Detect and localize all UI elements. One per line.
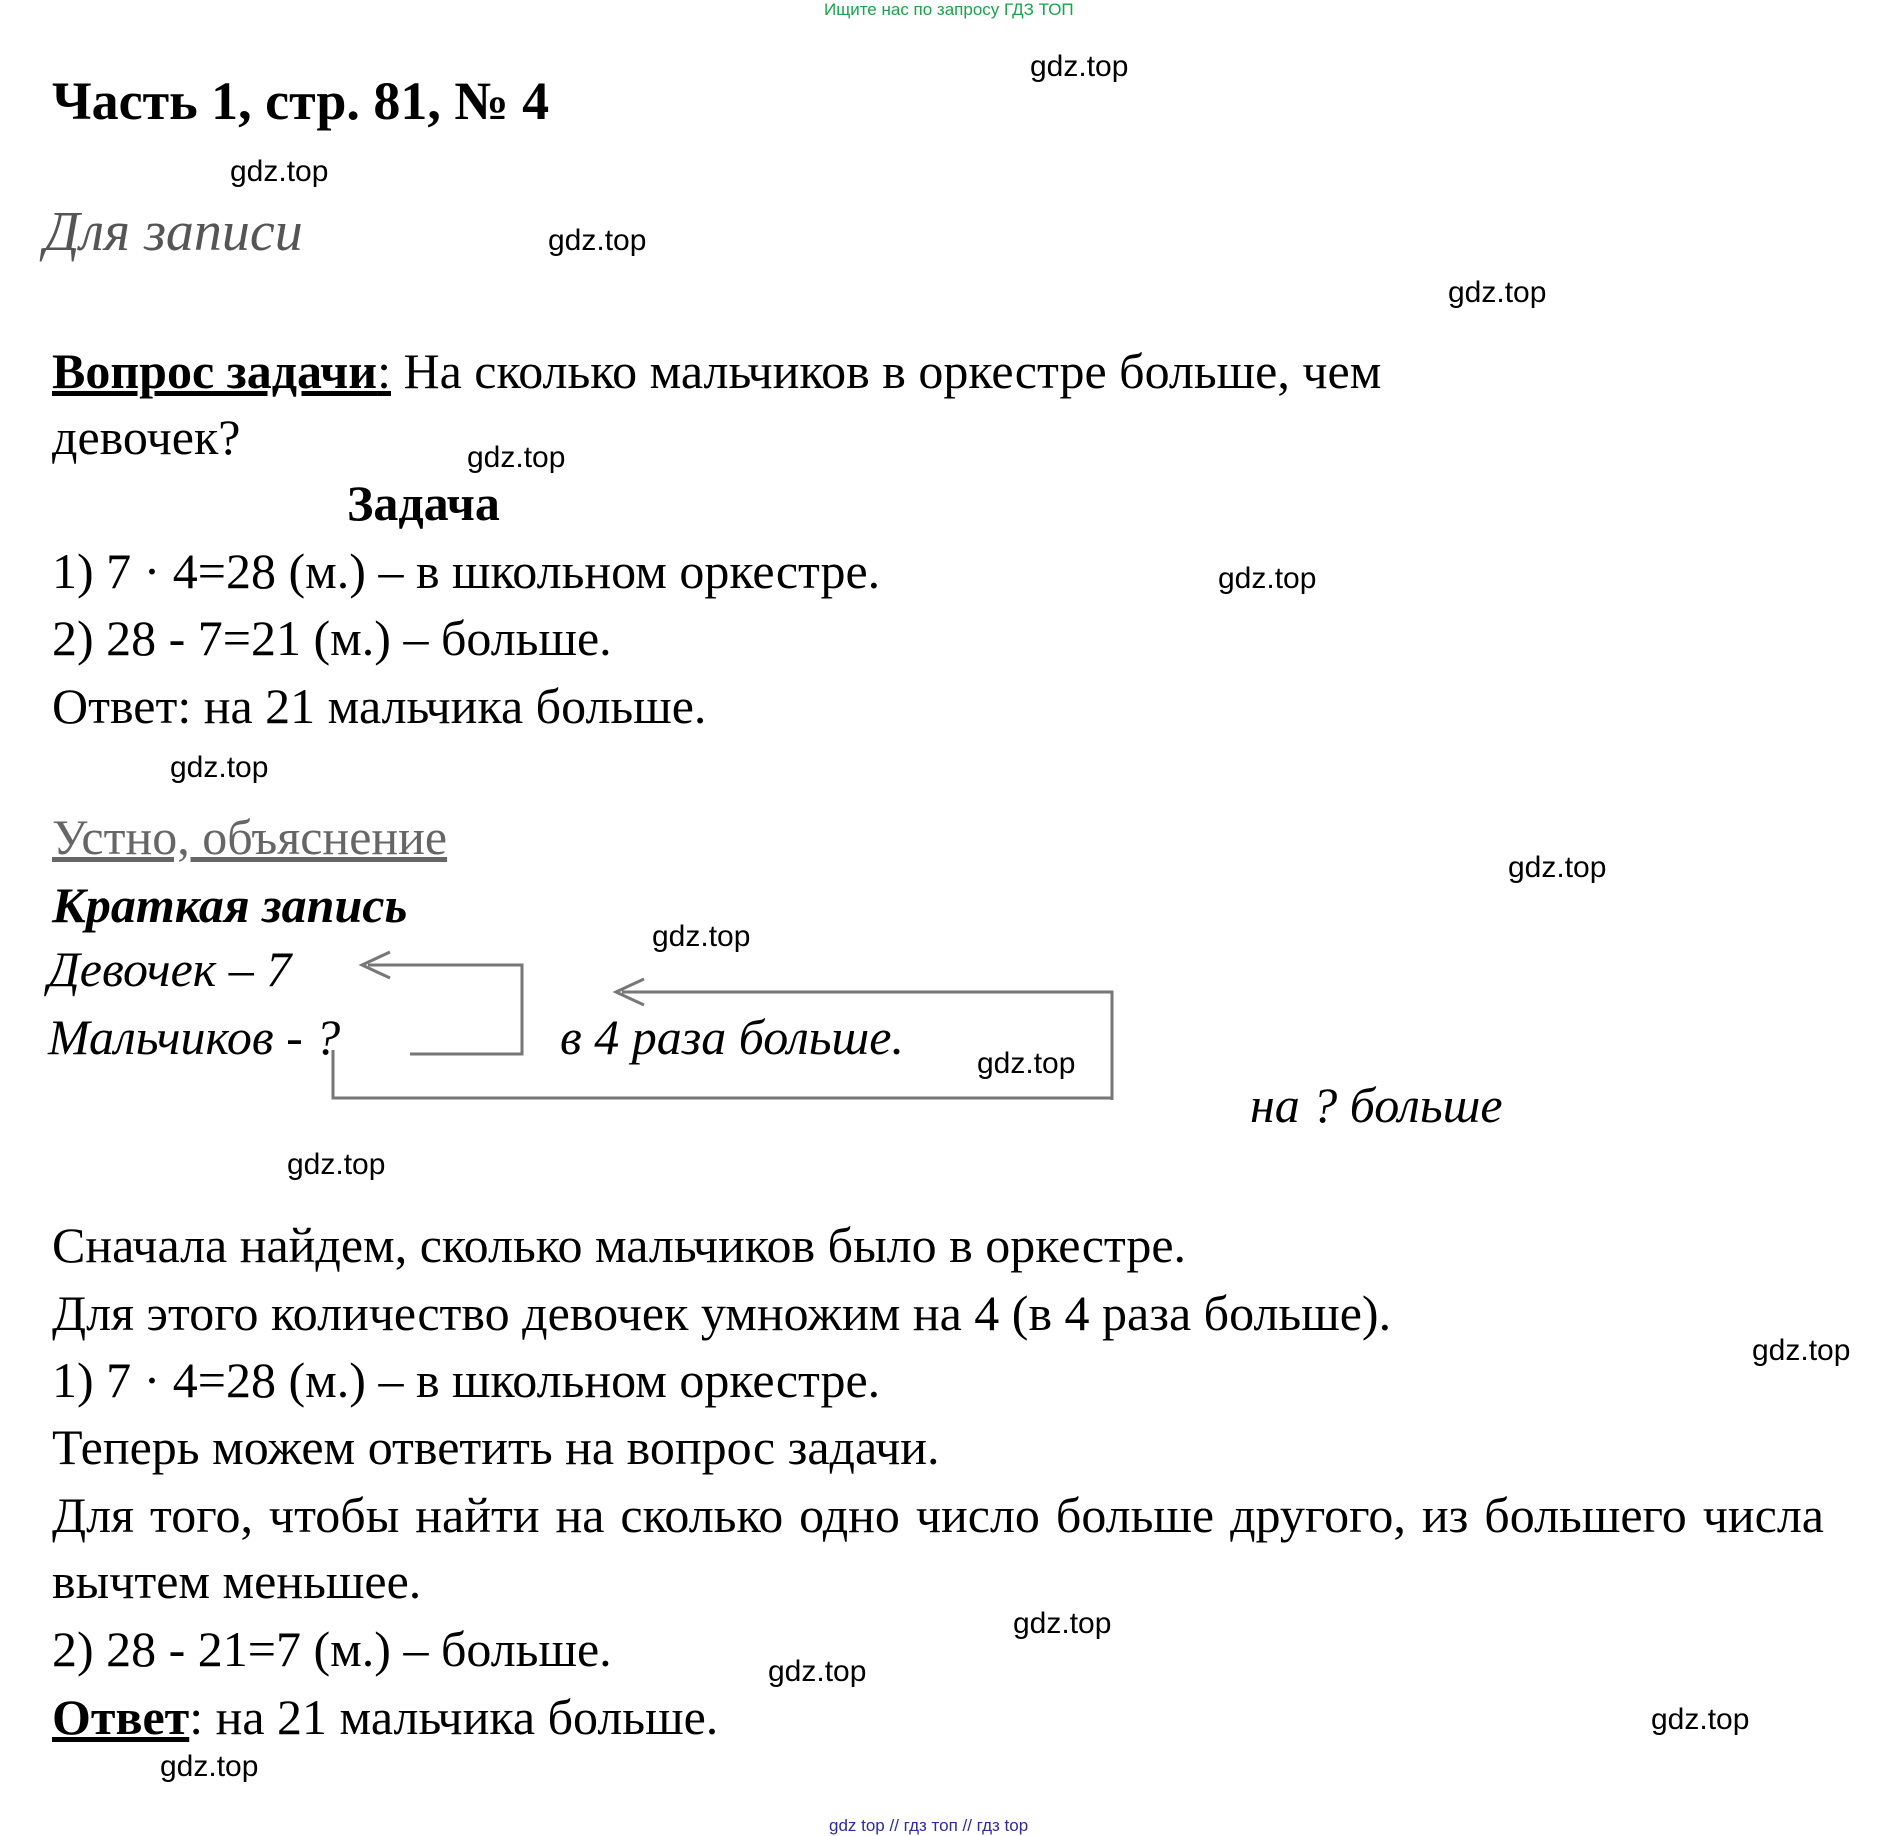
solution-step-2: 2) 28 - 7=21 (м.) – больше. [52,610,612,666]
watermark: gdz.top [1030,50,1129,83]
solution-answer: Ответ: на 21 мальчика больше. [52,678,707,734]
explanation-step-2: 2) 28 - 21=7 (м.) – больше. [52,1621,612,1677]
explanation-line-1: Сначала найдем, сколько мальчиков было в оркестре. [52,1217,1187,1273]
question-colon: : [377,343,391,399]
watermark: gdz.top [768,1655,867,1688]
page-title: Часть 1, стр. 81, № 4 [52,71,550,131]
watermark: gdz.top [287,1148,386,1181]
explanation-step-1: 1) 7 · 4=28 (м.) – в школьном оркестре. [52,1352,881,1408]
solution-step-1: 1) 7 · 4=28 (м.) – в школьном оркестре. [52,543,881,599]
diagram-times-label: в 4 раза больше. [560,1009,904,1065]
explanation-answer [52,1684,718,1750]
watermark: gdz.top [1448,276,1547,309]
watermark: gdz.top [230,155,329,188]
explanation-line-2: Для этого количество девочек умножим на 4 (в 4 раза больше). [52,1285,1392,1341]
short-record-heading: Краткая запись [52,877,408,933]
watermark: gdz.top [1508,851,1607,884]
diagram-girls-label: Девочек – 7 [48,941,292,997]
question-label: Вопрос задачи [52,343,378,399]
watermark: gdz.top [652,920,751,953]
watermark: gdz.top [1218,562,1317,595]
answer-label: Ответ [52,1689,190,1745]
explanation-line-4: Для того, чтобы найти на сколько одно число больше другого, из большего числа вычтем меньшее. [52,1487,1824,1609]
watermark: gdz.top [467,441,566,474]
footer-links: gdz top // гдз топ // гдз top [829,1816,1029,1835]
watermark: gdz.top [977,1047,1076,1080]
question-line-2: девочек? [52,409,241,465]
watermark: gdz.top [160,1750,259,1783]
oral-explanation-heading: Устно, объяснение [52,809,448,865]
bracket-times [622,992,1112,1100]
diagram-boys-label: Мальчиков - ? [48,1009,341,1065]
watermark: gdz.top [548,224,647,257]
watermark: gdz.top [1013,1607,1112,1640]
task-heading: Задача [347,475,500,531]
explanation-line-3: Теперь можем ответить на вопрос задачи. [52,1419,940,1475]
top-search-note: Ищите нас по запросу ГДЗ ТОП [824,0,1074,19]
diagram-more-label: на ? больше [1250,1077,1503,1133]
watermark: gdz.top [1651,1703,1750,1736]
watermark: gdz.top [1752,1334,1851,1367]
watermark: gdz.top [170,751,269,784]
for-notes-heading: Для записи [44,201,303,263]
answer-text: : на 21 мальчика больше. [189,1689,719,1745]
bracket-boys-to-girls [368,965,522,1054]
question-text: На сколько мальчиков в оркестре больше, чем [390,343,1382,399]
